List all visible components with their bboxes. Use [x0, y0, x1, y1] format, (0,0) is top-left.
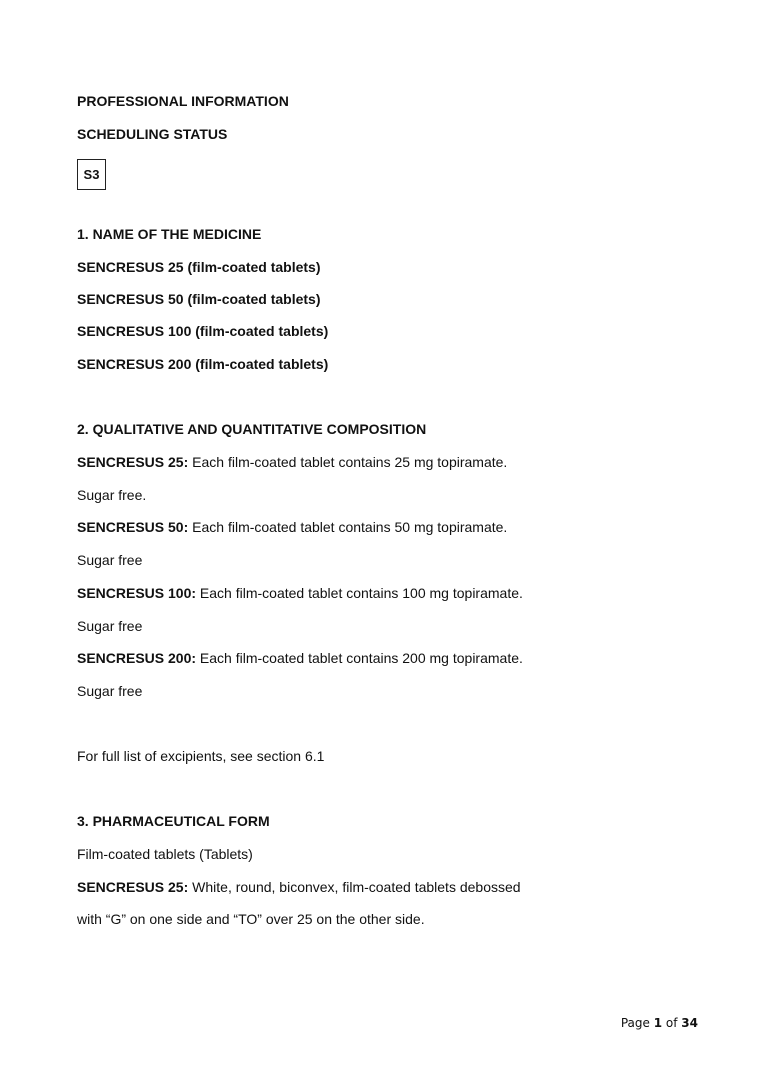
- composition-label: SENCRESUS 50:: [77, 519, 189, 535]
- document-title: PROFESSIONAL INFORMATION: [77, 93, 289, 109]
- composition-note: Sugar free: [77, 618, 143, 634]
- page-total: 34: [681, 1016, 698, 1030]
- medicine-name-item: SENCRESUS 50 (film-coated tablets): [77, 291, 321, 307]
- page-prefix: Page: [620, 1016, 654, 1030]
- composition-text: Each film-coated tablet contains 50 mg topiramate.: [188, 519, 508, 535]
- page-current: 1: [653, 1016, 663, 1030]
- medicine-name-item: SENCRESUS 25 (film-coated tablets): [77, 259, 321, 275]
- composition-label: SENCRESUS 200:: [77, 650, 197, 666]
- page-number: [621, 1016, 698, 1030]
- schedule-badge: [77, 159, 106, 190]
- tablet-description-text: White, round, biconvex, film-coated tablets debossed: [188, 879, 521, 895]
- composition-entry: [77, 649, 523, 667]
- composition-note: Sugar free: [77, 552, 143, 568]
- medicine-name-item: SENCRESUS 200 (film-coated tablets): [77, 356, 329, 372]
- schedule-value: S3: [83, 167, 100, 182]
- section-3-heading: 3. PHARMACEUTICAL FORM: [77, 813, 270, 829]
- composition-entry: [77, 453, 507, 471]
- section-1-heading: 1. NAME OF THE MEDICINE: [77, 226, 262, 242]
- composition-text: Each film-coated tablet contains 25 mg topiramate.: [188, 454, 508, 470]
- page-of: of: [662, 1016, 682, 1030]
- composition-label: SENCRESUS 100:: [77, 585, 197, 601]
- composition-text: Each film-coated tablet contains 200 mg topiramate.: [196, 650, 523, 666]
- composition-entry: [77, 518, 507, 536]
- section-2-heading: 2. QUALITATIVE AND QUANTITATIVE COMPOSITION: [77, 421, 427, 437]
- scheduling-status-heading: SCHEDULING STATUS: [77, 126, 228, 142]
- composition-label: SENCRESUS 25:: [77, 454, 189, 470]
- pharmaceutical-form: Film-coated tablets (Tablets): [77, 846, 253, 862]
- composition-note: Sugar free.: [77, 487, 147, 503]
- composition-entry: [77, 584, 523, 602]
- tablet-description-line-2: with “G” on one side and “TO” over 25 on the other side.: [77, 911, 425, 927]
- composition-note: Sugar free: [77, 683, 143, 699]
- tablet-description: [77, 878, 521, 896]
- tablet-description-label: SENCRESUS 25:: [77, 879, 189, 895]
- medicine-name-item: SENCRESUS 100 (film-coated tablets): [77, 323, 329, 339]
- excipients-note: For full list of excipients, see section 6.1: [77, 748, 325, 764]
- composition-text: Each film-coated tablet contains 100 mg topiramate.: [196, 585, 523, 601]
